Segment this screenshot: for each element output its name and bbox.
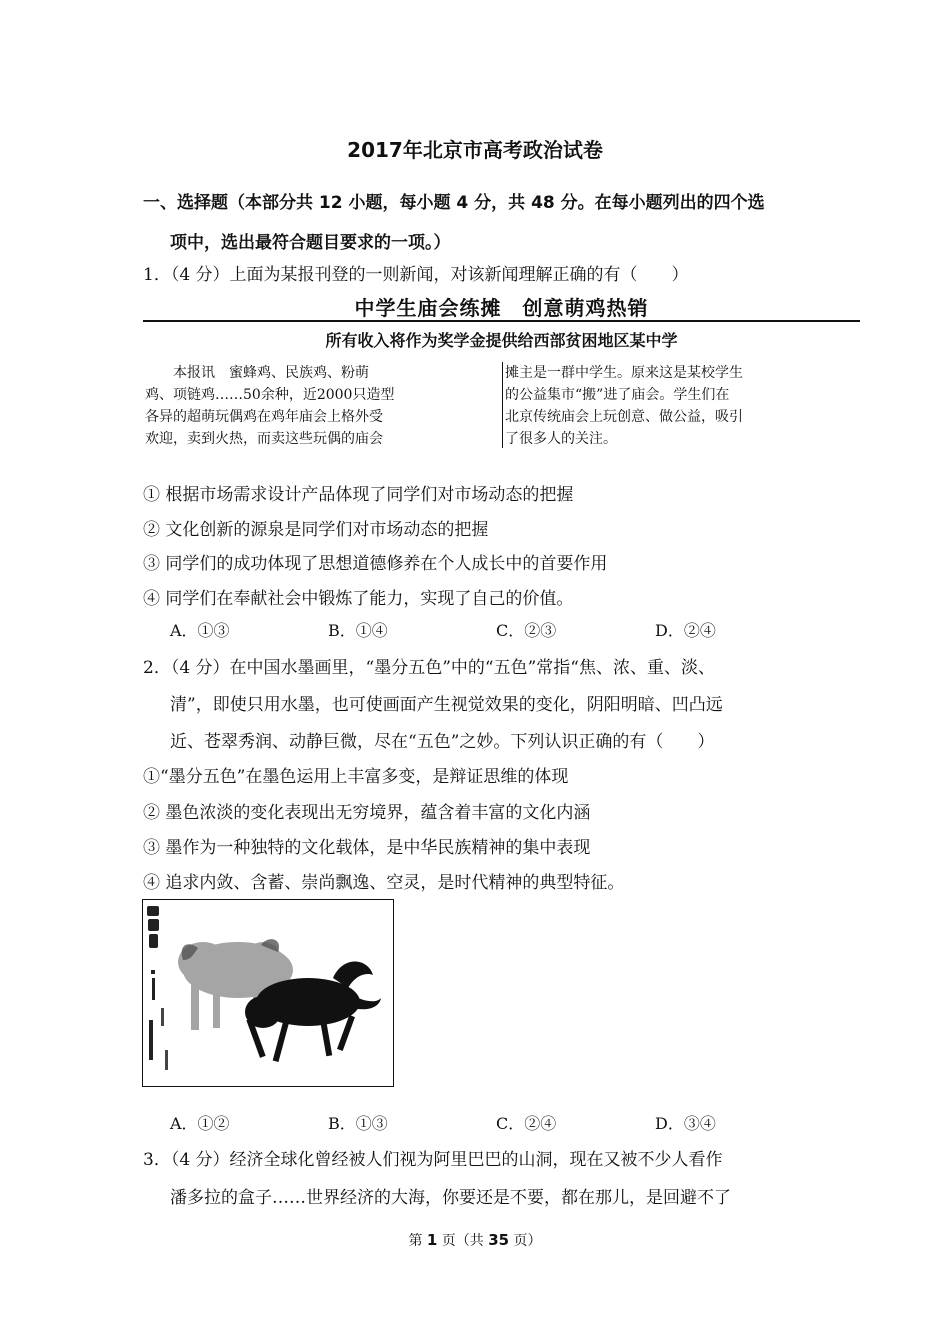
- news-headline: 中学生庙会练摊 创意萌鸡热销: [354, 296, 649, 320]
- ink-painting-two-animals: [143, 900, 393, 1086]
- q2-item-3: ③ 墨作为一种独特的文化载体，是中华民族精神的集中表现: [143, 838, 591, 858]
- news-column-left: [145, 362, 477, 450]
- section-heading-line-2: 项中，选出最符合题目要求的一项。）: [170, 233, 451, 253]
- footer-prefix: 第: [408, 1233, 427, 1249]
- q1-item-1: ① 根据市场需求设计产品体现了同学们对市场动态的把握: [143, 485, 574, 505]
- news-column-right: [505, 362, 860, 450]
- footer-mid: 页（共: [437, 1233, 489, 1249]
- footer-suffix: 页）: [509, 1233, 542, 1249]
- q2-stem-line-2: 清”，即使只用水墨，也可使画面产生视觉效果的变化，阴阳明暗、凹凸远: [170, 695, 723, 715]
- news-right-line: 摊主是一群中学生。原来这是某校学生: [505, 365, 743, 381]
- q1-option-b: B．①④: [328, 621, 388, 640]
- q3-stem-line-2: 潘多拉的盒子……世界经济的大海，你要还是不要，都在那儿，是回避不了: [170, 1188, 731, 1208]
- footer-page-number: 1: [426, 1231, 438, 1249]
- ink-painting-image: [142, 899, 394, 1087]
- q2-stem-line-3: 近、苍翠秀润、动静巨微，尽在“五色”之妙。下列认识正确的有（ ）: [170, 732, 715, 752]
- q2-option-b: B．①③: [328, 1114, 388, 1133]
- q2-option-c: C．②④: [496, 1114, 557, 1133]
- q3-stem-line-1: 3．（4 分）经济全球化曾经被人们视为阿里巴巴的山洞，现在又被不少人看作: [143, 1150, 723, 1170]
- news-clipping: [143, 290, 860, 450]
- q1-option-a: A．①③: [170, 621, 230, 640]
- news-column-divider: [502, 362, 503, 448]
- news-left-line: 各异的超萌玩偶鸡在鸡年庙会上格外受: [145, 409, 383, 425]
- page-footer: [0, 1230, 950, 1250]
- q2-item-2: ② 墨色浓淡的变化表现出无穷境界，蕴含着丰富的文化内涵: [143, 803, 591, 823]
- page-title: 2017年北京市高考政治试卷: [347, 138, 603, 162]
- news-left-line: 欢迎，卖到火热，而卖这些玩偶的庙会: [145, 431, 383, 447]
- q1-item-4: ④ 同学们在奉献社会中锻炼了能力，实现了自己的价值。: [143, 589, 574, 609]
- q2-item-4: ④ 追求内敛、含蓄、崇尚飘逸、空灵，是时代精神的典型特征。: [143, 873, 625, 893]
- news-right-line: 的公益集市“搬”进了庙会。学生们在: [505, 387, 730, 403]
- news-left-line: 鸡、项链鸡……50余种，近2000只造型: [145, 387, 395, 403]
- q2-option-a: A．①②: [170, 1114, 230, 1133]
- q2-stem-line-1: 2．（4 分）在中国水墨画里，“墨分五色”中的“五色”常指“焦、浓、重、淡、: [143, 658, 715, 678]
- q1-option-d: D．②④: [655, 621, 716, 640]
- news-left-line: 本报讯 蜜蜂鸡、民族鸡、粉萌: [173, 365, 369, 381]
- q2-option-d: D．③④: [655, 1114, 716, 1133]
- news-divider-rule: [143, 320, 860, 322]
- q1-option-c: C．②③: [496, 621, 557, 640]
- news-right-line: 了很多人的关注。: [505, 431, 617, 447]
- footer-total-pages: 35: [488, 1231, 510, 1249]
- section-heading-line-1: 一、选择题（本部分共 12 小题，每小题 4 分，共 48 分。在每小题列出的四个选: [143, 193, 765, 213]
- q1-item-2: ② 文化创新的源泉是同学们对市场动态的把握: [143, 520, 489, 540]
- q1-stem: 1．（4 分）上面为某报刊登的一则新闻，对该新闻理解正确的有（ ）: [143, 265, 689, 285]
- news-subheadline: 所有收入将作为奖学金提供给西部贫困地区某中学: [325, 331, 678, 350]
- q2-item-1: ①“墨分五色”在墨色运用上丰富多变，是辩证思维的体现: [143, 767, 569, 787]
- q1-item-3: ③ 同学们的成功体现了思想道德修养在个人成长中的首要作用: [143, 554, 608, 574]
- news-right-line: 北京传统庙会上玩创意、做公益，吸引: [505, 409, 743, 425]
